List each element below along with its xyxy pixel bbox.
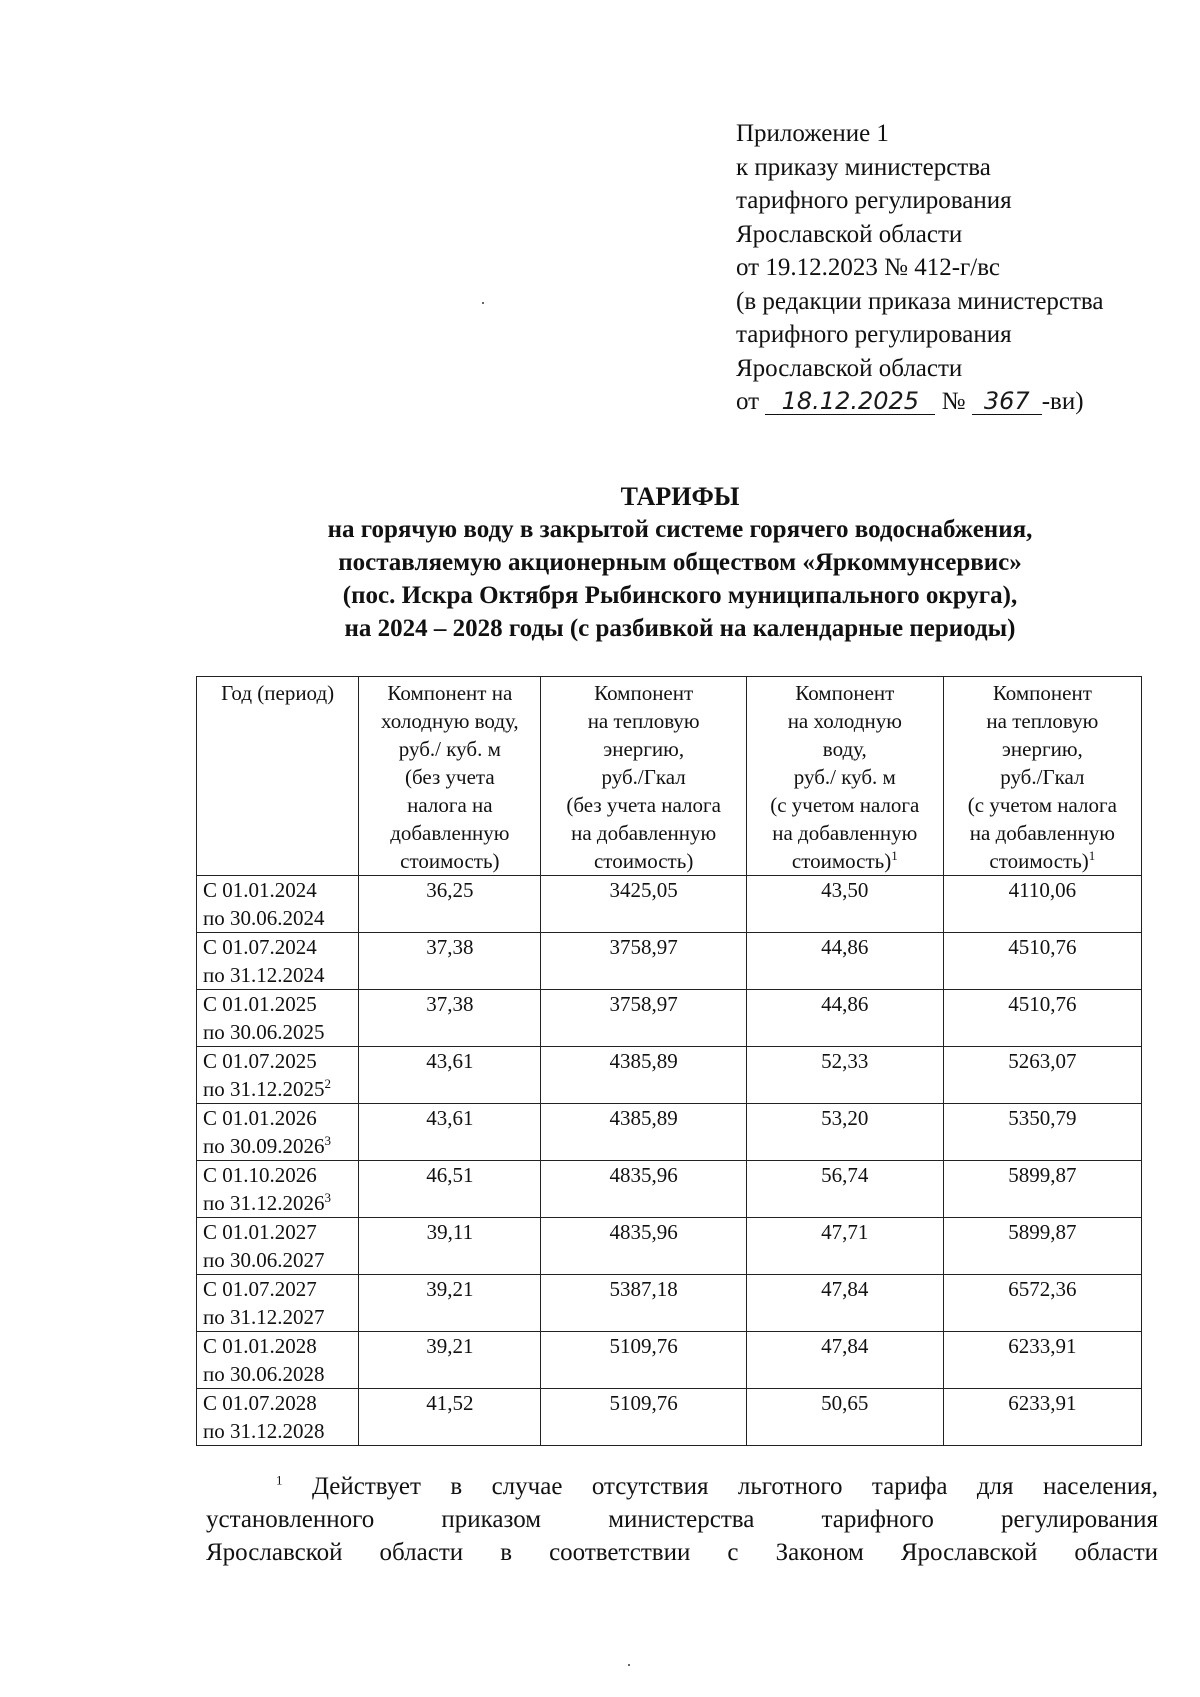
period-to: по 31.12.2025 [203,1077,325,1101]
tariff-value: 3758,97 [541,990,746,1047]
period-to: по 31.12.2028 [203,1419,325,1443]
column-header-line: добавленную [390,821,510,845]
period-cell [197,1104,359,1161]
column-header-line: Компонент на [387,681,513,705]
tariff-value: 52,33 [746,1047,943,1104]
tariff-value: 4110,06 [943,876,1141,933]
number-sign: № [941,388,966,415]
tariff-value: 43,61 [359,1047,541,1104]
period-to-line [203,961,352,989]
period-cell [197,1389,359,1446]
column-header-line: на холодную [787,709,902,733]
footnote-ref: 1 [1088,848,1096,863]
column-header-line: на добавленную [571,821,717,845]
column-header-line: (без учета [405,765,495,789]
annex-last-suffix: -ви) [1041,388,1084,415]
column-header-line: руб./Гкал [1000,765,1085,789]
tariff-value: 4510,76 [943,990,1141,1047]
annex-line: от 19.12.2023 № 412-г/вс [736,254,1000,281]
footnote-marker: 1 [276,1472,283,1488]
table-row [197,1104,1142,1161]
tariff-value: 46,51 [359,1161,541,1218]
period-cell [197,876,359,933]
period-from: С 01.01.2028 [203,1334,317,1358]
tariff-value: 4510,76 [943,933,1141,990]
column-header [359,677,541,876]
annex-last-line [736,385,1104,419]
tariff-value: 37,38 [359,933,541,990]
title-main: ТАРИФЫ [620,482,740,511]
period-to: по 31.12.2026 [203,1191,325,1215]
title-line: поставляемую акционерным обществом «Яркоммунсервис» [338,549,1022,576]
period-cell [197,1047,359,1104]
column-header-line: энергию, [1001,737,1083,761]
period-cell [197,1161,359,1218]
column-header [541,677,746,876]
footnote-text: Действует в случае отсутствия льготного тарифа для населения, [311,1473,1159,1500]
period-cell [197,1275,359,1332]
title-line: на горячую воду в закрытой системе горячего водоснабжения, [327,516,1033,543]
title-line: (пос. Искра Октября Рыбинского муниципального округа), [342,582,1018,609]
column-header-text: стоимость) [791,849,892,873]
table-row [197,1218,1142,1275]
period-to-line [203,1417,352,1445]
tariff-value: 44,86 [746,990,943,1047]
annex-header [736,117,1104,419]
tariff-value: 6233,91 [943,1389,1141,1446]
tariff-value: 44,86 [746,933,943,990]
period-cell [197,1218,359,1275]
column-header [746,677,943,876]
tariff-value: 5109,76 [541,1332,746,1389]
column-header-line: руб./ куб. м [793,765,896,789]
column-header-line: на добавленную [772,821,918,845]
tariff-value: 3758,97 [541,933,746,990]
period-cell [197,990,359,1047]
period-cell [197,1332,359,1389]
handwritten-date: 18.12.2025 [765,388,935,415]
tariff-value: 43,50 [746,876,943,933]
table-row [197,1161,1142,1218]
column-header-line: (без учета налога [566,793,721,817]
column-header-line: (с учетом налога [770,793,920,817]
column-header-line: налога на [407,793,493,817]
period-to-line [203,904,352,932]
tariff-value: 39,21 [359,1332,541,1389]
annex-line: тарифного регулирования [736,321,1012,348]
period-to: по 30.06.2025 [203,1020,325,1044]
table-body [197,876,1142,1446]
tariff-value: 5109,76 [541,1389,746,1446]
document-title [200,480,1160,645]
column-header-line: на добавленную [969,821,1115,845]
column-header-text: стоимость) [989,849,1089,873]
tariff-value: 39,21 [359,1275,541,1332]
scan-speck [482,302,484,304]
footnote-line: Ярославской области в соответствии с Законом Ярославской области [206,1539,1158,1566]
tariff-value: 5899,87 [943,1161,1141,1218]
tariffs-table [196,676,1142,1446]
annex-line: (в редакции приказа министерства [736,287,1104,315]
period-to-line [203,1018,352,1046]
period-from: С 01.01.2025 [203,992,317,1016]
table-row [197,1389,1142,1446]
column-header-line: стоимость) [400,849,500,873]
tariff-value: 5387,18 [541,1275,746,1332]
column-header-line: Компонент [594,681,694,705]
period-to-line [203,1246,352,1274]
annex-line: Приложение 1 [736,120,889,147]
column-header-line: холодную воду, [381,709,519,733]
annex-last-prefix: от [736,388,760,415]
period-to-line [203,1360,352,1388]
tariff-value: 39,11 [359,1218,541,1275]
period-from: С 01.01.2024 [203,878,317,902]
tariff-value: 41,52 [359,1389,541,1446]
column-header-line: Год (период) [221,681,335,705]
table-row [197,876,1142,933]
period-from: С 01.07.2028 [203,1391,317,1415]
footnote-ref: 1 [891,848,898,863]
table-row [197,1047,1142,1104]
annex-line: тарифного регулирования [736,187,1012,214]
footnote-line [206,1470,1158,1503]
period-from: С 01.07.2024 [203,935,317,959]
period-to: по 30.06.2024 [203,906,325,930]
column-header-line: руб./Гкал [601,765,686,789]
tariff-value: 47,71 [746,1218,943,1275]
footnote-ref: 2 [324,1076,331,1091]
period-to: по 30.06.2027 [203,1248,325,1272]
column-header-line: энергию, [603,737,685,761]
table-row [197,990,1142,1047]
title-line: на 2024 – 2028 годы (с разбивкой на календарные периоды) [344,615,1016,642]
tariff-value: 50,65 [746,1389,943,1446]
period-to: по 31.12.2024 [203,963,325,987]
tariff-value: 47,84 [746,1332,943,1389]
tariff-value: 43,61 [359,1104,541,1161]
footnote-line: установленного приказом министерства тарифного регулирования [206,1506,1158,1533]
column-header-line: на тепловую [986,709,1099,733]
tariff-value: 47,84 [746,1275,943,1332]
annex-line: Ярославской области [736,220,963,248]
period-to-line [203,1075,352,1103]
period-to: по 30.06.2028 [203,1362,325,1386]
column-header-line: Компонент [992,681,1092,705]
footnote-ref: 3 [324,1133,331,1148]
period-to: по 30.09.2026 [203,1134,325,1158]
handwritten-number: 367 [972,388,1042,415]
period-from: С 01.01.2026 [203,1106,317,1130]
column-header-line [950,847,1135,875]
period-cell [197,933,359,990]
tariff-value: 4385,89 [541,1104,746,1161]
tariff-value: 4835,96 [541,1218,746,1275]
tariff-value: 5350,79 [943,1104,1141,1161]
column-header-line: Компонент [795,681,895,705]
tariff-value: 3425,05 [541,876,746,933]
annex-line: Ярославской области [736,354,963,382]
footnote [206,1470,1158,1569]
column-header-line: воду, [822,737,867,761]
column-header [197,677,359,876]
column-header-line [753,847,937,875]
period-to: по 31.12.2027 [203,1305,325,1329]
period-to-line [203,1189,352,1217]
tariff-value: 4385,89 [541,1047,746,1104]
column-header [943,677,1141,876]
footnote-ref: 3 [324,1190,331,1205]
period-from: С 01.07.2027 [203,1277,317,1301]
tariff-value: 6233,91 [943,1332,1141,1389]
period-from: С 01.07.2025 [203,1049,317,1073]
tariff-value: 53,20 [746,1104,943,1161]
column-header-line: на тепловую [587,709,700,733]
tariff-value: 4835,96 [541,1161,746,1218]
tariff-value: 5899,87 [943,1218,1141,1275]
period-to-line [203,1132,352,1160]
column-header-line: (с учетом налога [967,793,1117,817]
table-header-row [197,677,1142,876]
tariff-value: 37,38 [359,990,541,1047]
tariff-value: 36,25 [359,876,541,933]
annex-line: к приказу министерства [736,153,991,181]
tariff-value: 56,74 [746,1161,943,1218]
table-row [197,1332,1142,1389]
period-from: С 01.01.2027 [203,1220,317,1244]
column-header-line: руб./ куб. м [398,737,501,761]
column-header-line: стоимость) [593,849,694,873]
scan-speck [628,1664,630,1666]
tariff-value: 6572,36 [943,1275,1141,1332]
tariff-value: 5263,07 [943,1047,1141,1104]
table-row [197,1275,1142,1332]
table-row [197,933,1142,990]
period-from: С 01.10.2026 [203,1163,317,1187]
period-to-line [203,1303,352,1331]
